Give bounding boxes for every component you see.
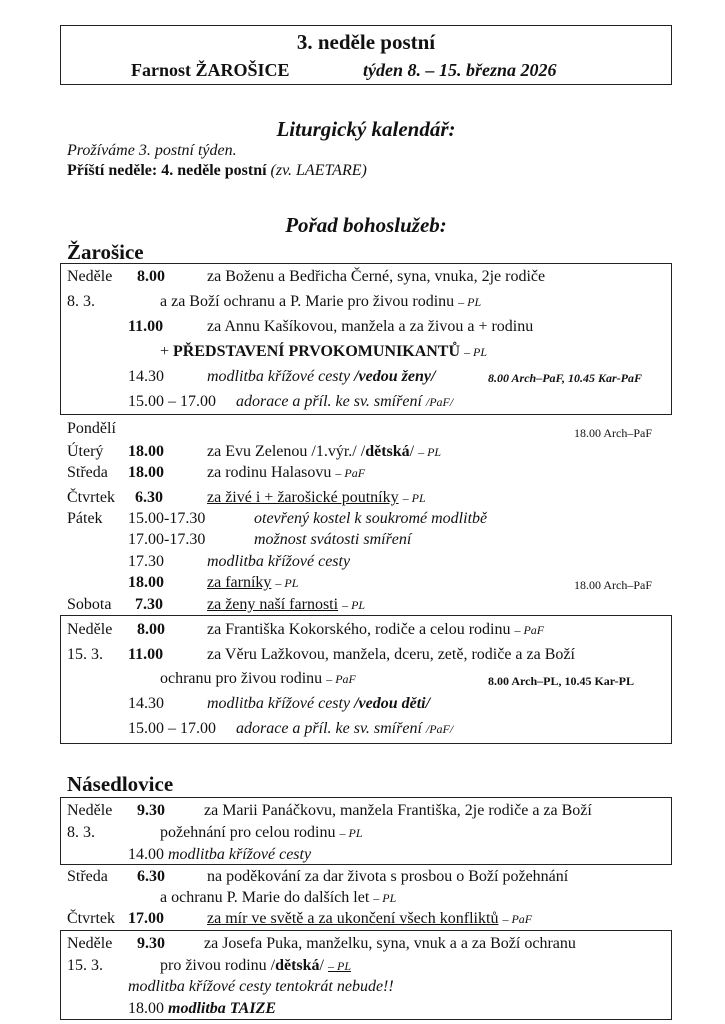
calendar-line-2 xyxy=(67,162,367,180)
parish-name: Farnost ŽAROŠICE xyxy=(131,60,290,80)
z-s2-i2b-text: ochranu pro živou rodinu xyxy=(160,670,323,687)
week-range: týden 8. – 15. března 2026 xyxy=(363,60,557,80)
z-s1-t1: 8.00 xyxy=(137,268,165,285)
z-s1-day: Neděle xyxy=(67,268,113,285)
n-s1-day: Neděle xyxy=(67,802,113,819)
z-pondeli: Pondělí xyxy=(67,420,116,437)
n-ctvrtek: Čtvrtek xyxy=(67,910,115,927)
n-streda: Středa xyxy=(67,868,108,885)
z-utery-by: – PL xyxy=(418,445,442,459)
services-heading: Pořad bohoslužeb: xyxy=(285,213,447,237)
z-s1-i2b xyxy=(160,343,487,361)
z-s2-day: Neděle xyxy=(67,621,113,638)
n-streda-by: – PL xyxy=(373,891,397,905)
z-s1-t4: 15.00 – 17.00 xyxy=(128,393,216,410)
z-s1-i4-by: /PaF/ xyxy=(425,395,454,409)
z-sobota: Sobota xyxy=(67,596,112,613)
z-pondeli-right: 18.00 Arch–PaF xyxy=(574,426,652,440)
z-ctvrtek: Čtvrtek xyxy=(67,489,115,506)
z-utery-bold: dětská xyxy=(365,443,410,460)
n-s2-note: modlitba křížové cesty tentokrát nebude!! xyxy=(128,978,394,995)
z-s2-i3-bold: /vedou děti/ xyxy=(354,695,431,712)
z-s1-i4 xyxy=(236,393,453,411)
z-s2-i4 xyxy=(236,720,453,738)
z-utery-i xyxy=(207,443,441,461)
n-s2-i2: modlitba TAIZE xyxy=(168,1000,277,1017)
n-s2-i1b-bold: dětská xyxy=(275,957,320,974)
calendar-heading: Liturgický kalendář: xyxy=(276,117,456,141)
z-s1-i1b-text: a za Boží ochranu a P. Marie pro živou rodinu xyxy=(160,293,455,310)
z-s1-i2a: za Annu Kašíkovou, manžela a za živou a + rodinu xyxy=(207,318,534,335)
n-s1-i2: modlitba křížové cesty xyxy=(168,846,312,863)
n-streda-ia: na poděkování za dar života s prosbou o Boží požehnání xyxy=(207,868,569,885)
n-s2-i1b-by: – PL xyxy=(328,959,352,973)
n-ctvrtek-by: – PaF xyxy=(502,912,533,926)
n-s1-i1b xyxy=(160,824,363,842)
z-p4-right: 18.00 Arch–PaF xyxy=(574,578,652,592)
section-title-zarosice: Žarošice xyxy=(67,240,144,264)
z-s2-i4-text: adorace a příl. ke sv. smíření xyxy=(236,720,422,737)
z-sobota-text: za ženy naší farnosti xyxy=(207,596,339,613)
n-s2-date: 15. 3. xyxy=(67,957,103,974)
z-p4-i xyxy=(207,574,298,592)
n-streda-ib-text: a ochranu P. Marie do dalších let xyxy=(160,889,370,906)
z-s1-i4-text: adorace a příl. ke sv. smíření xyxy=(236,393,422,410)
z-s1-t2: 11.00 xyxy=(128,318,164,335)
z-ctvrtek-i xyxy=(207,489,426,507)
n-s1-t1: 9.30 xyxy=(137,802,165,819)
z-s1-i2b-by: – PL xyxy=(464,345,488,359)
z-s1-i3 xyxy=(207,368,435,386)
z-utery-end: / xyxy=(409,443,415,460)
z-s1-t3: 14.30 xyxy=(128,368,164,385)
z-streda: Středa xyxy=(67,464,108,481)
z-p4-t: 18.00 xyxy=(128,574,164,591)
n-s1-t2: 14.00 xyxy=(128,846,164,863)
n-s2-i1b-end: / xyxy=(319,957,324,974)
z-p2-t: 17.00-17.30 xyxy=(128,531,206,548)
z-s2-i2-right: 8.00 Arch–PL, 10.45 Kar-PL xyxy=(488,674,634,688)
n-s2-i1b xyxy=(160,957,351,975)
z-s2-t1: 8.00 xyxy=(137,621,165,638)
n-streda-ib xyxy=(160,889,396,907)
section-title-nasedlovice: Násedlovice xyxy=(67,772,174,796)
next-sunday-label: Příští neděle: 4. neděle postní xyxy=(67,162,267,179)
z-streda-by: – PaF xyxy=(335,466,366,480)
n-s2-t1: 9.30 xyxy=(137,935,165,952)
z-s1-i3-right: 8.00 Arch–PaF, 10.45 Kar-PaF xyxy=(488,371,643,385)
z-p4-by: – PL xyxy=(275,576,299,590)
z-s1-i1a: za Boženu a Bedřicha Černé, syna, vnuka, 2je rodiče xyxy=(207,268,546,285)
z-p3-i: modlitba křížové cesty xyxy=(207,553,351,570)
z-s2-date: 15. 3. xyxy=(67,646,103,663)
z-p1-t: 15.00-17.30 xyxy=(128,510,206,527)
n-s1-date: 8. 3. xyxy=(67,824,95,841)
page-title: 3. neděle postní xyxy=(296,30,436,54)
z-p3-t: 17.30 xyxy=(128,553,164,570)
calendar-line-1: Prožíváme 3. postní týden. xyxy=(67,142,237,159)
n-ctvrtek-t: 17.00 xyxy=(128,910,164,927)
n-s1-i1a: za Marii Panáčkovu, manžela Františka, 2je rodiče a za Boží xyxy=(204,802,592,819)
z-s1-i1b xyxy=(160,293,481,311)
z-s2-i2b-by: – PaF xyxy=(326,672,356,686)
z-s2-i1 xyxy=(207,621,544,639)
n-s2-day: Neděle xyxy=(67,935,113,952)
z-ctvrtek-text: za živé i + žarošické poutníky xyxy=(207,489,399,506)
z-s1-date: 8. 3. xyxy=(67,293,95,310)
z-s2-i2b xyxy=(160,670,356,688)
z-s2-i1-text: za Františka Kokorského, rodiče a celou rodinu xyxy=(207,621,511,638)
z-streda-t: 18.00 xyxy=(128,464,164,481)
z-s2-i2a: za Věru Lažkovou, manžela, dceru, zetě, rodiče a za Boží xyxy=(207,646,575,663)
z-sobota-i xyxy=(207,596,365,614)
n-s2-i1b-text: pro živou rodinu / xyxy=(160,957,276,974)
n-s2-i1a: za Josefa Puka, manželku, syna, vnuk a a za Boží ochranu xyxy=(204,935,576,952)
n-s2-t2: 18.00 xyxy=(128,1000,164,1017)
next-sunday-note: (zv. LAETARE) xyxy=(270,162,367,179)
z-s2-i3-text: modlitba křížové cesty xyxy=(207,695,351,712)
z-p4-text: za farníky xyxy=(207,574,272,591)
z-s2-i3 xyxy=(207,695,430,713)
z-utery-text: za Evu Zelenou /1.výr./ / xyxy=(207,443,366,460)
z-s1-i1b-by: – PL xyxy=(458,295,482,309)
n-s1-line2 xyxy=(128,846,311,864)
z-streda-text: za rodinu Halasovu xyxy=(207,464,332,481)
n-streda-t: 6.30 xyxy=(137,868,165,885)
z-s1-i3-bold: /vedou ženy/ xyxy=(354,368,436,385)
z-sobota-t: 7.30 xyxy=(135,596,163,613)
z-ctvrtek-by: – PL xyxy=(402,491,426,505)
z-s2-t3: 14.30 xyxy=(128,695,164,712)
z-s1-i2b-plus: + xyxy=(160,343,174,360)
z-p2-i: možnost svátosti smíření xyxy=(254,531,412,548)
z-s2-i1-by: – PaF xyxy=(514,623,545,637)
z-utery: Úterý xyxy=(67,443,104,460)
z-streda-i xyxy=(207,464,365,482)
z-s1-i2b-text: PŘEDSTAVENÍ PRVOKOMUNIKANTŮ xyxy=(173,343,461,360)
n-s1-i1b-text: požehnání pro celou rodinu xyxy=(160,824,336,841)
z-patek: Pátek xyxy=(67,510,103,527)
z-s1-i3-text: modlitba křížové cesty xyxy=(207,368,351,385)
z-sobota-by: – PL xyxy=(342,598,366,612)
z-utery-t: 18.00 xyxy=(128,443,164,460)
z-s2-t2: 11.00 xyxy=(128,646,164,663)
n-s1-i1b-by: – PL xyxy=(339,826,363,840)
z-p1-i: otevřený kostel k soukromé modlitbě xyxy=(254,510,488,527)
z-s2-i4-by: /PaF/ xyxy=(425,722,454,736)
z-s2-t4: 15.00 – 17.00 xyxy=(128,720,216,737)
n-ctvrtek-i xyxy=(207,910,532,928)
z-ctvrtek-t: 6.30 xyxy=(135,489,163,506)
n-ctvrtek-text: za mír ve světě a za ukončení všech konfliktů xyxy=(207,910,499,927)
n-s2-line2 xyxy=(128,1000,276,1018)
